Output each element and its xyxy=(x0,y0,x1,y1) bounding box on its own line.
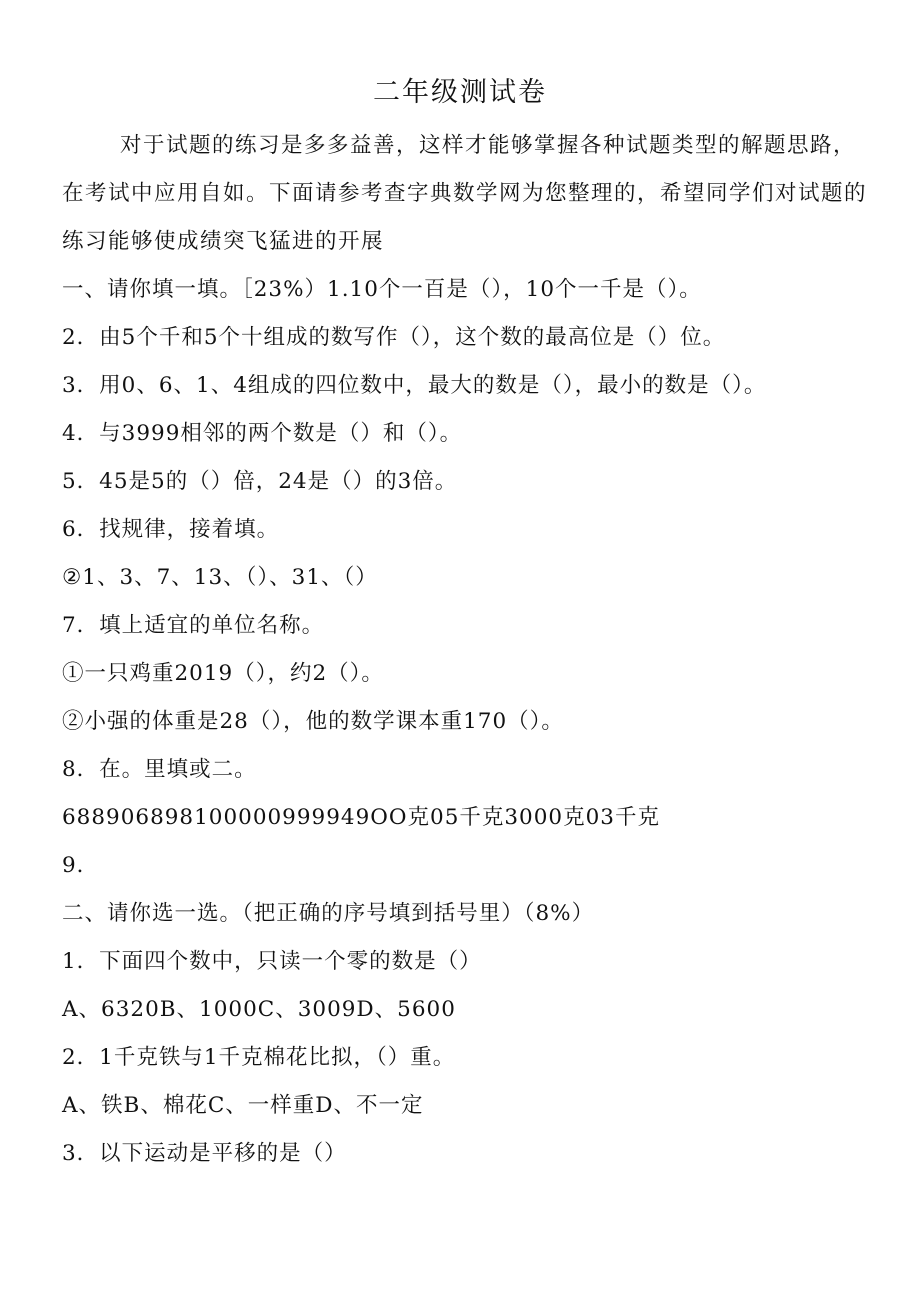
question-2: 2．由5个千和5个十组成的数写作（），这个数的最高位是（）位。 xyxy=(62,325,726,350)
intro-line-3: 练习能够使成绩突飞猛进的开展 xyxy=(62,229,385,254)
question-7-item-2: ②小强的体重是28（），他的数学课本重170（）。 xyxy=(62,709,564,734)
question-8-items: 688906898100000999949OO克05千克3000克03千克 xyxy=(62,805,660,830)
choice-question-3: 3．以下运动是平移的是（） xyxy=(62,1141,347,1166)
choice-question-1: 1．下面四个数中，只读一个零的数是（） xyxy=(62,949,482,974)
section-2-heading: 二、请你选一选。（把正确的序号填到括号里）（8%） xyxy=(62,901,595,926)
question-4: 4．与3999相邻的两个数是（）和（）。 xyxy=(62,421,463,446)
page-title: 二年级测试卷 xyxy=(373,77,547,108)
choice-question-1-options: A、6320B、1000C、3009D、5600 xyxy=(62,997,456,1022)
choice-question-2-options: A、铁B、棉花C、一样重D、不一定 xyxy=(62,1093,424,1118)
section-1-heading: 一、请你填一填。［23%）1.10个一百是（），10个一千是（）。 xyxy=(62,277,702,302)
intro-line-2: 在考试中应用自如。下面请参考查字典数学网为您整理的，希望同学们对试题的 xyxy=(62,181,868,206)
question-7-item-1: ①一只鸡重2019（），约2（）。 xyxy=(62,661,384,686)
question-8: 8．在。里填或二。 xyxy=(62,757,257,782)
question-5: 5．45是5的（）倍，24是（）的3倍。 xyxy=(62,469,458,494)
question-6: 6．找规律，接着填。 xyxy=(62,517,280,542)
question-6-sequence: ②1、3、7、13、（）、31、（） xyxy=(62,565,378,590)
question-9: 9． xyxy=(62,853,100,878)
choice-question-2: 2．1千克铁与1千克棉花比拟，（）重。 xyxy=(62,1045,456,1070)
question-3: 3．用0、6、1、4组成的四位数中，最大的数是（），最小的数是（）。 xyxy=(62,373,767,398)
question-7: 7．填上适宜的单位名称。 xyxy=(62,613,325,638)
intro-line-1: 对于试题的练习是多多益善，这样才能够掌握各种试题类型的解题思路， xyxy=(120,133,857,158)
